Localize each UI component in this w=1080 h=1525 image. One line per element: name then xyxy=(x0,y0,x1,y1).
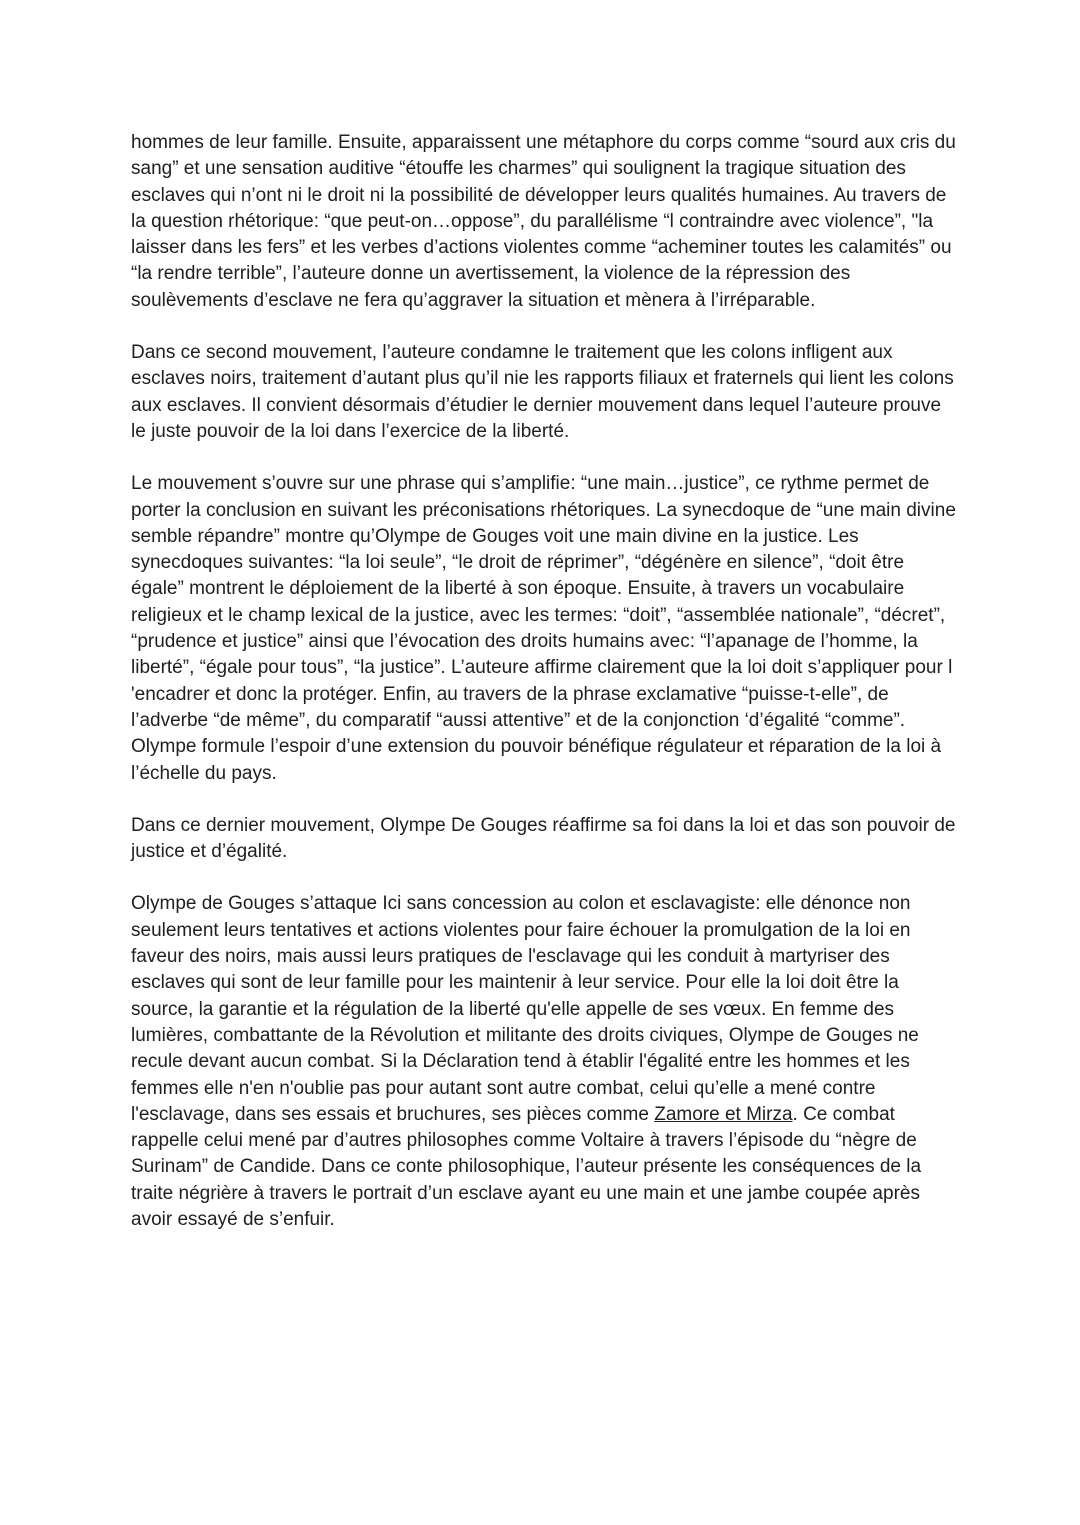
paragraph-2: Dans ce second mouvement, l’auteure condamne le traitement que les colons infligent aux esclaves noirs, traitement d’autant plus qu’il nie les rapports filiaux et fraternels qui lient les colons aux esclaves. Il convient désormais d’étudier le dernier mouvement dans lequel l’auteure prouve le juste pouvoir de la loi dans l’exercice de la liberté. xyxy=(131,342,954,442)
paragraph-3: Le mouvement s’ouvre sur une phrase qui s’amplifie: “une main…justice”, ce rythme permet de porter la conclusion en suivant les préconisations rhétoriques. La synecdoque de “une main divine semble répandre” montre qu’Olympe de Gouges voit une main divine en la justice. Les synecdoques suivantes: “la loi seule”, “le droit de réprimer”, “dégénère en silence”, “doit être égale” montrent le déploiement de la liberté à son époque. Ensuite, à travers un vocabulaire religieux et le champ lexical de la justice, avec les termes: “doit”, “assemblée nationale”, “décret”, “prudence et justice” ainsi que l’évocation des droits humains avec: “l’apanage de l’homme, la liberté”, “égale pour tous”, “la justice”. L’auteure affirme clairement que la loi doit s’appliquer pour l 'encadrer et donc la protéger. Enfin, au travers de la phrase exclamative “puisse-t-elle”, de l’adverbe “de même”, du comparatif “aussi attentive” et de la conjonction ‘d’égalité “comme”. Olympe formule l’espoir d’une extension du pouvoir bénéfique régulateur et réparation de la loi à l’échelle du pays. xyxy=(131,473,956,784)
zamore-et-mirza-link[interactable]: Zamore et Mirza xyxy=(654,1103,793,1125)
paragraph-5 xyxy=(131,891,961,1233)
paragraph-4: Dans ce dernier mouvement, Olympe De Gouges réaffirme sa foi dans la loi et das son pouvoir de justice et d’égalité. xyxy=(131,814,956,863)
document-body xyxy=(131,130,961,1259)
paragraph-5-text-end: . Ce combat rappelle celui mené par d’autres philosophes comme Voltaire à travers l’épisode du “nègre de Surinam” de Candide. Dans ce conte philosophique, l’auteur présente les conséquences de la traite négrière à travers le portrait d’un esclave ayant eu une main et une jambe coupée après avoir essayé de s’enfuir. xyxy=(131,1103,922,1230)
paragraph-5-text-start: Olympe de Gouges s’attaque Ici sans concession au colon et esclavagiste: elle dénonce non seulement leurs tentatives et actions violentes pour faire échouer la promulgation de la loi en faveur des noirs, mais aussi leurs pratiques de l'esclavage qui les conduit à martyriser des esclaves qui sont de leur famille pour les maintenir à leur service. Pour elle la loi doit être la source, la garantie et la régulation de la liberté qu'elle appelle de ses vœux. En femme des lumières, combattante de la Révolution et militante des droits civiques, Olympe de Gouges ne recule devant aucun combat. Si la Déclaration tend à établir l'égalité entre les hommes et les femmes elle n'en n'oublie pas pour autant sont autre combat, celui qu’elle a mené contre l'esclavage, dans ses essais et bruchures, ses pièces comme xyxy=(131,893,919,1125)
paragraph-1: hommes de leur famille. Ensuite, apparaissent une métaphore du corps comme “sourd aux cris du sang” et une sensation auditive “étouffe les charmes” qui soulignent la tragique situation des esclaves qui n’ont ni le droit ni la possibilité de développer leurs qualités humaines. Au travers de la question rhétorique: “que peut-on…oppose”, du parallélisme “l contraindre avec violence”, "la laisser dans les fers” et les verbes d’actions violentes comme “acheminer toutes les calamités” ou “la rendre terrible”, l’auteure donne un avertissement, la violence de la répression des soulèvements d’esclave ne fera qu’aggraver la situation et mènera à l’irréparable. xyxy=(131,132,956,311)
